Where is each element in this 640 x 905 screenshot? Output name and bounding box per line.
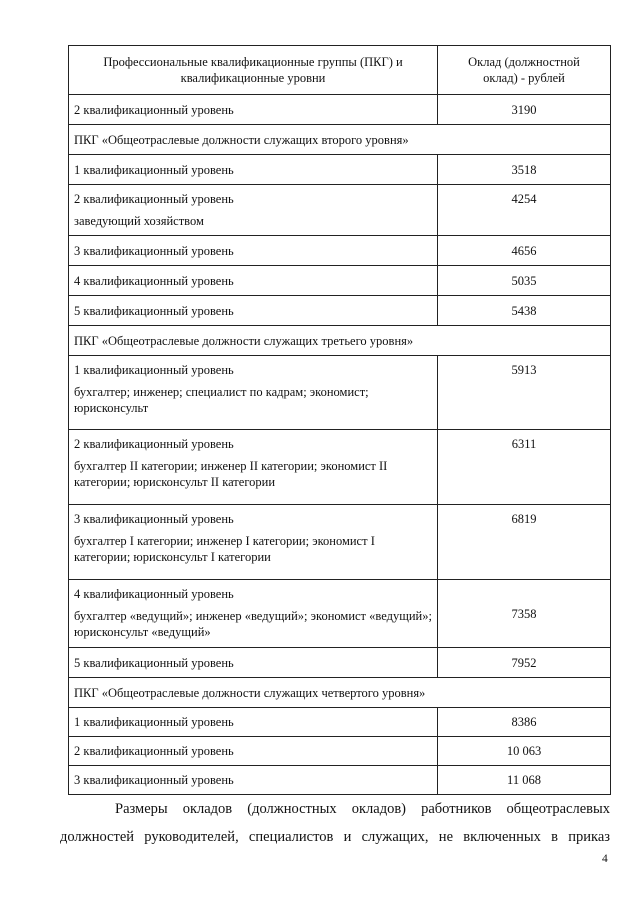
level-cell bbox=[69, 430, 438, 505]
table-row bbox=[69, 737, 611, 766]
table-header-row bbox=[69, 46, 611, 95]
paragraph-line-2: должностей руководителей, специалистов и служащих, не включенных в приказ bbox=[60, 829, 610, 845]
salary-cell: 7358 bbox=[438, 580, 611, 648]
group-row bbox=[69, 125, 611, 155]
group-title: ПКГ «Общеотраслевые должности служащих четвертого уровня» bbox=[69, 678, 611, 708]
salary-cell: 4656 bbox=[438, 236, 611, 266]
table-row bbox=[69, 266, 611, 296]
table-row bbox=[69, 155, 611, 185]
positions-text: бухгалтер I категории; инженер I категории; экономист I категории; юрисконсульт I категории bbox=[74, 534, 375, 564]
level-label: 4 квалификационный уровень bbox=[74, 587, 234, 601]
level-cell: 3 квалификационный уровень bbox=[69, 236, 438, 266]
level-label: 2 квалификационный уровень bbox=[74, 192, 234, 206]
salary-cell: 8386 bbox=[438, 708, 611, 737]
group-title: ПКГ «Общеотраслевые должности служащих третьего уровня» bbox=[69, 326, 611, 356]
level-cell bbox=[69, 356, 438, 430]
group-row bbox=[69, 326, 611, 356]
salary-cell: 3518 bbox=[438, 155, 611, 185]
salary-cell: 4254 bbox=[438, 185, 611, 236]
level-cell bbox=[69, 505, 438, 580]
salary-cell: 5913 bbox=[438, 356, 611, 430]
level-cell: 2 квалификационный уровень bbox=[69, 737, 438, 766]
table-row bbox=[69, 296, 611, 326]
level-label: 2 квалификационный уровень bbox=[74, 437, 234, 451]
group-row bbox=[69, 678, 611, 708]
salary-cell: 5035 bbox=[438, 266, 611, 296]
level-label: 1 квалификационный уровень bbox=[74, 363, 234, 377]
level-cell: 1 квалификационный уровень bbox=[69, 708, 438, 737]
table-row bbox=[69, 766, 611, 795]
salary-cell: 11 068 bbox=[438, 766, 611, 795]
header-salary: Оклад (должностной оклад) - рублей bbox=[438, 46, 611, 95]
salary-cell: 10 063 bbox=[438, 737, 611, 766]
salary-table bbox=[68, 45, 611, 795]
salary-cell: 7952 bbox=[438, 648, 611, 678]
table-row bbox=[69, 648, 611, 678]
group-title: ПКГ «Общеотраслевые должности служащих второго уровня» bbox=[69, 125, 611, 155]
header-groups: Профессиональные квалификационные группы (ПКГ) и квалификационные уровни bbox=[69, 46, 438, 95]
positions-text: бухгалтер «ведущий»; инженер «ведущий»; экономист «ведущий»; юрисконсульт «ведущий» bbox=[74, 609, 432, 639]
table-row bbox=[69, 708, 611, 737]
level-cell: 5 квалификационный уровень bbox=[69, 648, 438, 678]
table-row bbox=[69, 505, 611, 580]
positions-text: заведующий хозяйством bbox=[74, 214, 204, 228]
level-cell bbox=[69, 185, 438, 236]
level-label: 3 квалификационный уровень bbox=[74, 512, 234, 526]
salary-cell: 5438 bbox=[438, 296, 611, 326]
table-row bbox=[69, 430, 611, 505]
salary-cell: 3190 bbox=[438, 95, 611, 125]
salary-cell: 6819 bbox=[438, 505, 611, 580]
table-row bbox=[69, 236, 611, 266]
table-row bbox=[69, 580, 611, 648]
paragraph-line-1: Размеры окладов (должностных окладов) работников общеотраслевых bbox=[115, 801, 610, 817]
level-cell: 4 квалификационный уровень bbox=[69, 266, 438, 296]
level-cell: 1 квалификационный уровень bbox=[69, 155, 438, 185]
positions-text: бухгалтер; инженер; специалист по кадрам; экономист; юрисконсульт bbox=[74, 385, 369, 415]
level-cell: 5 квалификационный уровень bbox=[69, 296, 438, 326]
page-number: 4 bbox=[602, 853, 608, 865]
level-cell: 3 квалификационный уровень bbox=[69, 766, 438, 795]
level-cell bbox=[69, 580, 438, 648]
positions-text: бухгалтер II категории; инженер II категории; экономист II категории; юрисконсульт II категории bbox=[74, 459, 388, 489]
table-row bbox=[69, 356, 611, 430]
table-row bbox=[69, 95, 611, 125]
level-cell: 2 квалификационный уровень bbox=[69, 95, 438, 125]
salary-cell: 6311 bbox=[438, 430, 611, 505]
table-row bbox=[69, 185, 611, 236]
